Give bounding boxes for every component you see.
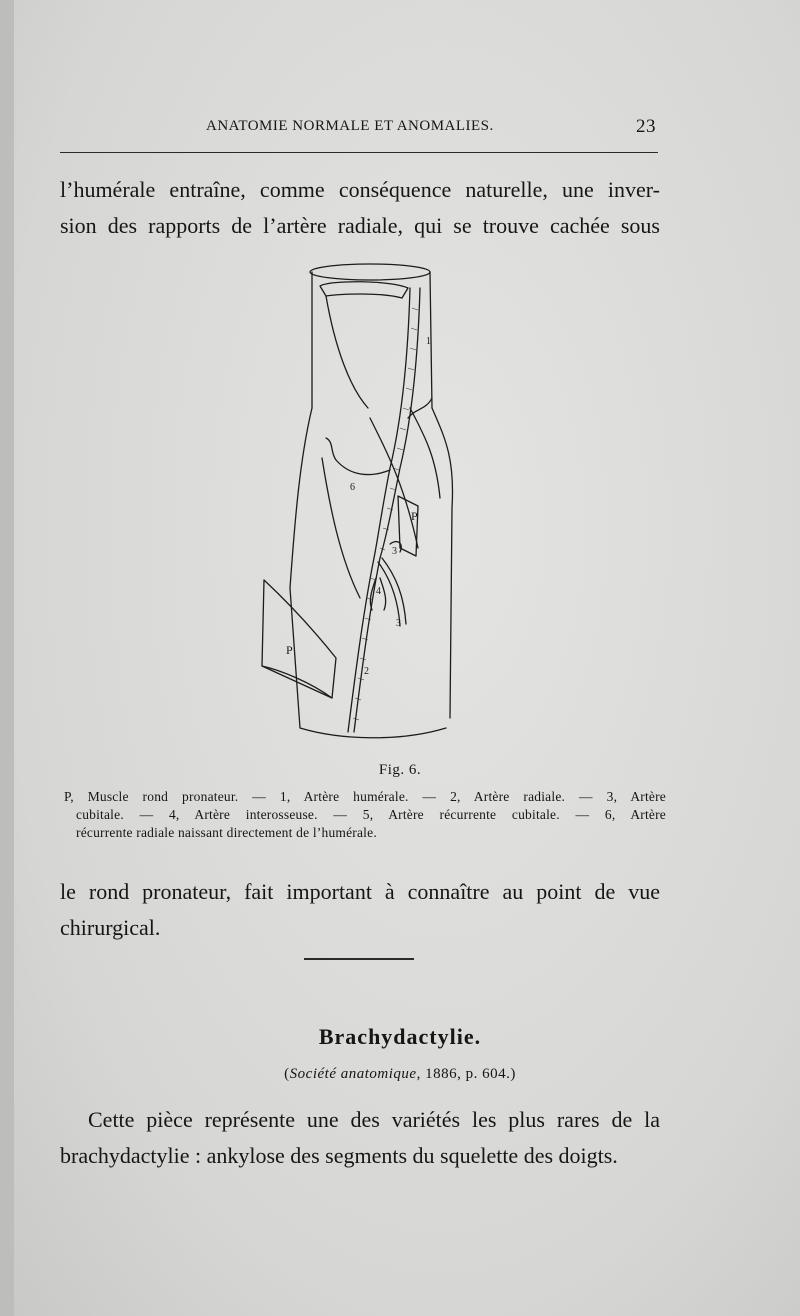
running-head: [60, 118, 658, 138]
citation: [0, 1066, 800, 1083]
figure-label-6: 6: [350, 482, 355, 493]
text-line: l’humérale entraîne, comme conséquence naturelle, une inver-: [60, 177, 660, 202]
text-line: Cette pièce représente une des variétés les plus rares de la: [88, 1107, 660, 1132]
figure-label-1: 1: [426, 336, 431, 347]
figure-label-3b: 3: [396, 618, 401, 629]
caption-line: P, Muscle rond pronateur. — 1, Artère humérale. — 2, Artère radiale. — 3, Artère: [64, 789, 666, 804]
paragraph-2: [60, 874, 660, 946]
page-edge: [0, 0, 14, 1316]
figure-label-4: 4: [376, 586, 381, 597]
figure-label-p-upper: P: [411, 509, 418, 523]
figure-caption: [64, 788, 666, 842]
text-line: brachydactylie : ankylose des segments du squelette des doigts.: [60, 1143, 618, 1168]
caption-line: récurrente radiale naissant directement de l’humérale.: [76, 825, 377, 840]
anatomical-illustration: [240, 258, 480, 756]
header-rule: [60, 152, 658, 153]
text-line: le rond pronateur, fait important à connaître au point de vue: [60, 879, 660, 904]
running-title: ANATOMIE NORMALE ET ANOMALIES.: [206, 118, 494, 134]
section-divider: [304, 958, 414, 960]
section-title: Brachydactylie.: [318, 1024, 482, 1049]
paragraph-3: [60, 1102, 660, 1174]
citation-open: (: [284, 1066, 290, 1082]
figure-label-2: 2: [364, 666, 369, 677]
paragraph-1: [60, 172, 660, 244]
citation-rest: , 1886, p. 604.): [416, 1066, 516, 1082]
figure-label-3a: 3: [392, 546, 397, 557]
caption-line: cubitale. — 4, Artère interosseuse. — 5, Artère récurrente cubitale. — 6, Artère: [76, 807, 666, 822]
text-line: chirurgical.: [60, 915, 161, 940]
figure-label: Fig. 6.: [378, 762, 422, 778]
page-number: 23: [636, 116, 656, 137]
text-line: sion des rapports de l’artère radiale, qui se trouve cachée sous: [60, 213, 660, 238]
citation-journal: Société anatomique: [289, 1066, 417, 1082]
figure-label-p-lower: P: [286, 643, 293, 657]
